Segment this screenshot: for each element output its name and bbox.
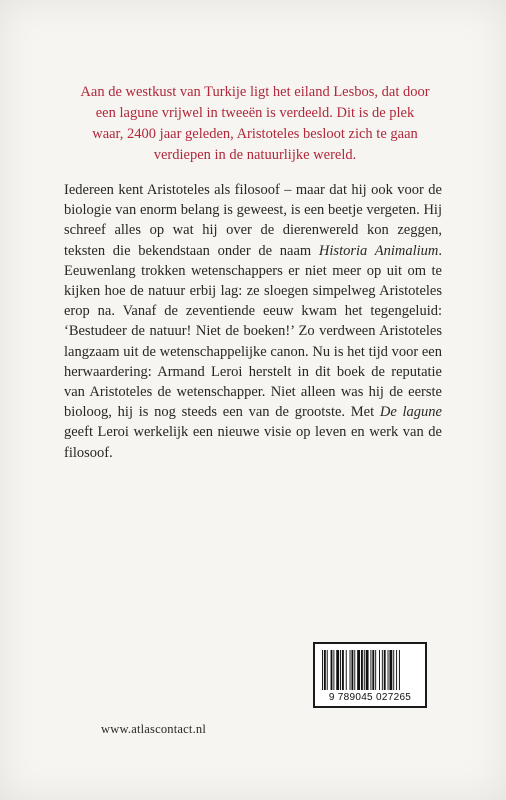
barcode-bar: [354, 650, 355, 690]
barcode-bar: [372, 650, 374, 690]
barcode-bar: [351, 650, 353, 690]
barcode-bar: [322, 650, 323, 690]
publisher-website: www.atlascontact.nl: [101, 722, 207, 736]
barcode-bar: [361, 650, 363, 690]
barcode-bars: [320, 650, 420, 690]
barcode: [313, 642, 427, 708]
barcode-bar: [399, 650, 400, 690]
barcode-bar: [388, 650, 389, 690]
barcode-bar: [342, 650, 344, 690]
barcode-bar: [370, 650, 371, 690]
barcode-bar: [327, 650, 328, 690]
barcode-bar: [389, 650, 392, 690]
barcode-bar: [331, 650, 333, 690]
barcode-bar: [333, 650, 334, 690]
book-title-de-lagune: De lagune: [379, 404, 442, 421]
barcode-bar: [384, 650, 386, 690]
barcode-bar: [379, 650, 380, 690]
barcode-bar: [340, 650, 341, 690]
barcode-bar: [357, 650, 360, 690]
intro-paragraph: Aan de westkust van Turkije ligt het eiland Lesbos, dat door een lagune vrijwel in tweeën is verdeeld. Dit is de plek waar, 2400 jaar geleden, Aristoteles besloot zich te gaan verdiepen in de natuurlijke wereld.: [80, 84, 430, 163]
barcode-bar: [346, 650, 347, 690]
description-part-3: geeft Leroi werkelijk een nieuwe visie op leven en werk van de filosoof.: [64, 424, 442, 461]
barcode-bar: [366, 650, 369, 690]
barcode-bar: [336, 650, 339, 690]
description-part-1: Iedereen kent Aristoteles als filosoof – maar dat hij ook voor de biologie van enorm belang is geweest, is een beetje vergeten. Hij schreef alles op wat hij over de dierenwereld kon zeggen, teksten die bekendstaan onder de naam: [64, 182, 442, 259]
barcode-bar: [364, 650, 365, 690]
description-paragraph: [64, 180, 442, 463]
isbn-number: 9 789045 027265: [328, 692, 412, 703]
barcode-bar: [350, 650, 351, 690]
description-part-2: . Eeuwenlang trokken wetenschappers er niet meer op uit om te kijken hoe de natuur erbij lag: ze sloegen simpelweg Aristoteles erop na. Vanaf de zeventiende eeuw kwam het tegengeluid: ‘Bestudeer de natuur! Niet de boeken!’ Zo verdween Aristoteles langzaam uit de wetenschappelijke canon. Nu is het tijd voor een herwaardering: Armand Leroi herstelt in dit boek de reputatie van Aristoteles de wetenschapper. Niet alleen was hij de eerste bioloog, hij is nog steeds een van de grootste. Met: [64, 242, 442, 421]
book-title-historia-animalium: Historia Animalium: [318, 242, 439, 259]
barcode-bar: [393, 650, 394, 690]
barcode-bar: [382, 650, 383, 690]
barcode-bar: [324, 650, 326, 690]
barcode-bar: [396, 650, 397, 690]
barcode-bar: [375, 650, 376, 690]
